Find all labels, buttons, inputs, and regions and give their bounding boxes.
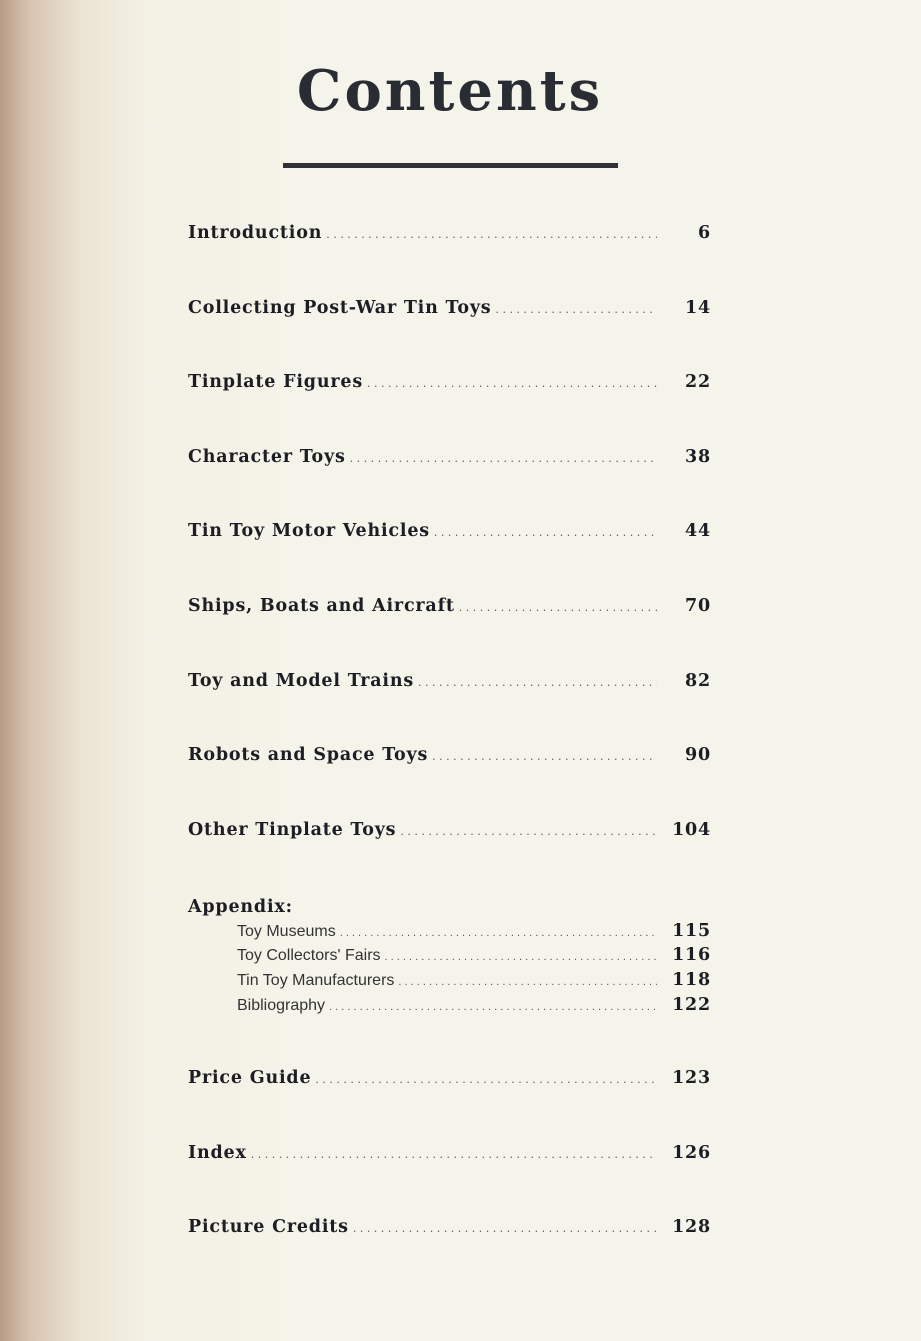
entry-page: 118 xyxy=(672,970,711,990)
appendix-entry[interactable] xyxy=(237,970,711,996)
toc-entry[interactable] xyxy=(188,298,711,324)
entry-page: 22 xyxy=(685,372,711,392)
entry-label: Collecting Post-War Tin Toys xyxy=(188,298,492,318)
toc-entry[interactable] xyxy=(188,1217,711,1243)
entry-page: 6 xyxy=(698,223,711,243)
page-title: Contents xyxy=(296,58,604,124)
appendix-entry[interactable] xyxy=(237,945,711,971)
entry-page: 126 xyxy=(672,1143,711,1163)
entry-page: 14 xyxy=(685,298,711,318)
leader-dots xyxy=(385,951,657,963)
entry-label: Tinplate Figures xyxy=(188,372,363,392)
toc-entry[interactable] xyxy=(188,1068,711,1094)
leader-dots xyxy=(367,377,657,390)
entry-label: Bibliography xyxy=(237,997,326,1014)
entry-label: Ships, Boats and Aircraft xyxy=(188,596,455,616)
toc-entry[interactable] xyxy=(188,1143,711,1169)
leader-dots xyxy=(251,1148,657,1161)
toc-entry[interactable] xyxy=(188,671,711,697)
entry-page: 70 xyxy=(685,596,711,616)
leader-dots xyxy=(326,228,657,241)
leader-dots xyxy=(329,1001,657,1013)
toc-entry[interactable] xyxy=(188,372,711,398)
leader-dots xyxy=(315,1073,657,1086)
toc-entry[interactable] xyxy=(188,596,711,622)
leader-dots xyxy=(398,976,657,988)
entry-page: 123 xyxy=(672,1068,711,1088)
entry-label: Toy Collectors' Fairs xyxy=(237,947,381,964)
entry-page: 38 xyxy=(685,447,711,467)
leader-dots xyxy=(495,303,657,316)
leader-dots xyxy=(432,750,657,763)
entry-page: 115 xyxy=(672,921,711,941)
leader-dots xyxy=(353,1222,657,1235)
entry-page: 90 xyxy=(685,745,711,765)
title-rule xyxy=(283,163,618,168)
entry-label: Index xyxy=(188,1143,247,1163)
entry-page: 44 xyxy=(685,521,711,541)
entry-label: Toy and Model Trains xyxy=(188,671,415,691)
leader-dots xyxy=(400,825,657,838)
entry-label: Robots and Space Toys xyxy=(188,745,429,765)
entry-label: Price Guide xyxy=(188,1068,312,1088)
entry-page: 116 xyxy=(672,945,711,965)
toc-entry[interactable] xyxy=(188,745,711,771)
toc-entry[interactable] xyxy=(188,447,711,473)
entry-page: 82 xyxy=(685,671,711,691)
entry-page: 128 xyxy=(672,1217,711,1237)
leader-dots xyxy=(434,526,657,539)
appendix-heading: Appendix: xyxy=(188,897,293,917)
entry-label: Toy Museums xyxy=(237,923,336,940)
entry-page: 122 xyxy=(672,995,711,1015)
entry-label: Introduction xyxy=(188,223,323,243)
appendix-entry[interactable] xyxy=(237,995,711,1021)
entry-label: Tin Toy Manufacturers xyxy=(237,972,395,989)
toc-entry[interactable] xyxy=(188,223,711,249)
toc-entry[interactable] xyxy=(188,820,711,846)
entry-label: Tin Toy Motor Vehicles xyxy=(188,521,430,541)
entry-label: Other Tinplate Toys xyxy=(188,820,397,840)
leader-dots xyxy=(459,601,657,614)
toc-entry[interactable] xyxy=(188,521,711,547)
leader-dots xyxy=(340,927,657,939)
entry-page: 104 xyxy=(672,820,711,840)
entry-label: Character Toys xyxy=(188,447,346,467)
leader-dots xyxy=(418,676,657,689)
appendix-entry[interactable] xyxy=(237,921,711,947)
leader-dots xyxy=(350,452,657,465)
entry-label: Picture Credits xyxy=(188,1217,349,1237)
